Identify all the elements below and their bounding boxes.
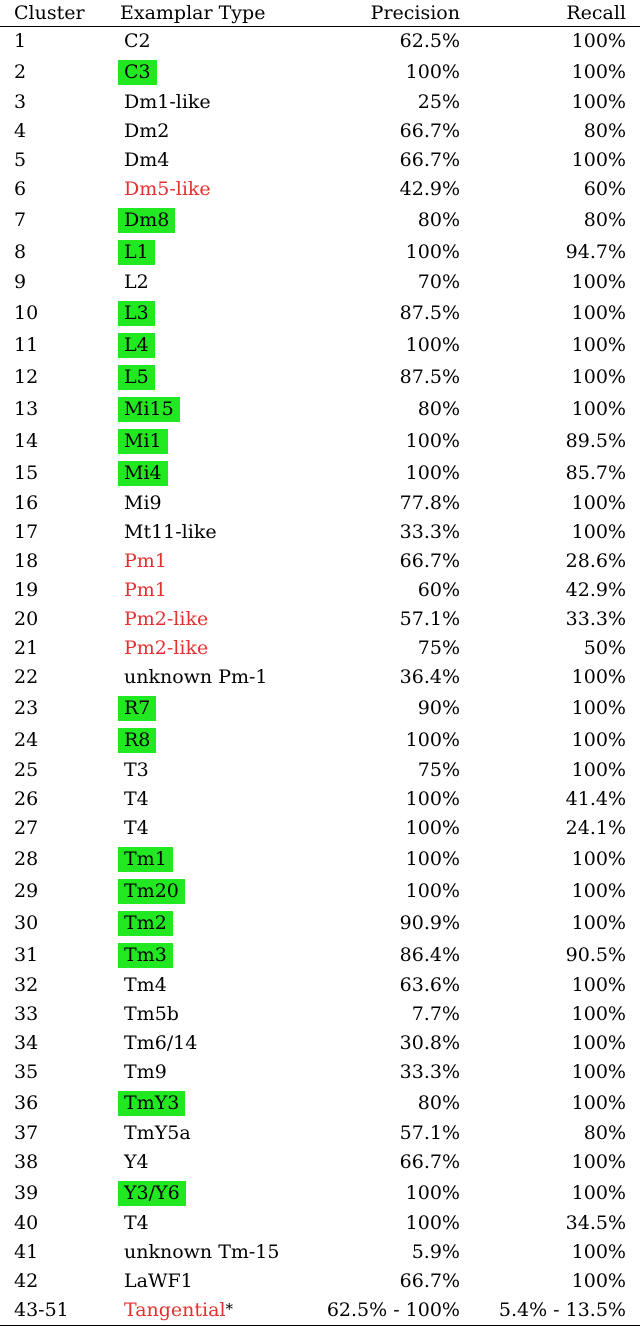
table-row — [0, 756, 640, 785]
precision-value: 77.8% — [399, 492, 460, 514]
precision-value: 100% — [405, 788, 460, 810]
examplar-type-cell — [120, 971, 173, 1000]
examplar-type-cell — [120, 268, 155, 297]
recall-value: 100% — [571, 333, 626, 356]
table-row — [0, 236, 640, 268]
examplar-type-cell — [120, 907, 173, 939]
highlighted-type: L4 — [118, 333, 155, 358]
highlighted-type: Mi4 — [118, 461, 168, 486]
table-row — [0, 547, 640, 576]
examplar-type-cell — [120, 547, 173, 576]
recall-value: 100% — [571, 666, 626, 688]
table-row — [0, 1177, 640, 1209]
precision-value: 100% — [405, 1181, 460, 1204]
examplar-type-cell — [120, 724, 156, 756]
highlighted-type: Y3/Y6 — [118, 1181, 186, 1206]
precision-value: 36.4% — [399, 666, 460, 688]
precision-value: 75% — [417, 637, 460, 659]
recall-value: 89.5% — [565, 429, 626, 452]
precision-value: 63.6% — [399, 974, 460, 996]
examplar-type-cell — [120, 518, 223, 547]
precision-value: 66.7% — [399, 1270, 460, 1292]
type-label: Mi9 — [124, 492, 162, 514]
type-label: Dm1-like — [124, 91, 211, 113]
highlighted-type: R8 — [118, 728, 156, 753]
recall-value: 34.5% — [565, 1212, 626, 1234]
cluster-id: 20 — [14, 608, 39, 630]
recall-value: 94.7% — [565, 240, 626, 263]
table-row — [0, 393, 640, 425]
precision-value: 100% — [405, 240, 460, 263]
cluster-id: 7 — [14, 208, 27, 231]
precision-value: 90% — [417, 696, 460, 719]
recall-value: 90.5% — [565, 943, 626, 966]
cluster-id: 38 — [14, 1151, 39, 1173]
type-label: Mt11-like — [124, 521, 217, 543]
red-type: Pm2-like — [124, 608, 209, 630]
table-row — [0, 146, 640, 175]
examplar-type-cell — [120, 756, 155, 785]
recall-value: 100% — [571, 149, 626, 171]
examplar-type-cell — [120, 146, 175, 175]
cluster-id: 37 — [14, 1122, 39, 1144]
recall-value: 100% — [571, 1151, 626, 1173]
recall-value: 100% — [571, 91, 626, 113]
precision-value: 66.7% — [399, 149, 460, 171]
red-type: Pm2-like — [124, 637, 209, 659]
header-recall: Recall — [566, 1, 626, 24]
table-row — [0, 117, 640, 146]
examplar-type-cell — [120, 489, 168, 518]
table-row — [0, 329, 640, 361]
precision-value: 100% — [405, 847, 460, 870]
table-row — [0, 634, 640, 663]
table-body — [0, 27, 640, 1326]
recall-value: 100% — [571, 301, 626, 324]
red-type: Pm1 — [124, 550, 167, 572]
cluster-id: 11 — [14, 333, 39, 356]
type-label: T4 — [124, 788, 149, 810]
type-label: LaWF1 — [124, 1270, 193, 1292]
table-row — [0, 939, 640, 971]
table-row — [0, 56, 640, 88]
cluster-id: 36 — [14, 1091, 39, 1114]
highlighted-type: C3 — [118, 60, 157, 85]
cluster-id: 16 — [14, 492, 39, 514]
precision-value: 66.7% — [399, 120, 460, 142]
recall-value: 85.7% — [565, 461, 626, 484]
examplar-type-cell — [120, 1267, 199, 1296]
examplar-type-cell — [120, 1177, 186, 1209]
precision-value: 60% — [417, 579, 460, 601]
precision-value: 5.9% — [411, 1241, 460, 1263]
table-row — [0, 268, 640, 297]
precision-value: 75% — [417, 759, 460, 781]
examplar-type-cell — [120, 605, 214, 634]
type-label: unknown Pm-1 — [124, 666, 268, 688]
examplar-type-cell — [120, 1209, 155, 1238]
recall-value: 100% — [571, 365, 626, 388]
precision-value: 87.5% — [399, 301, 460, 324]
recall-value: 100% — [571, 879, 626, 902]
cluster-id: 24 — [14, 728, 39, 751]
cluster-id: 2 — [14, 60, 27, 83]
cluster-id: 12 — [14, 365, 39, 388]
precision-value: 62.5% — [399, 30, 460, 52]
examplar-type-cell — [120, 692, 156, 724]
examplar-type-cell — [120, 1087, 185, 1119]
type-label: Dm4 — [124, 149, 170, 171]
precision-value: 33.3% — [399, 1061, 460, 1083]
precision-value: 86.4% — [399, 943, 460, 966]
cluster-id: 32 — [14, 974, 39, 996]
table-row — [0, 724, 640, 756]
table-row — [0, 1119, 640, 1148]
precision-value: 100% — [405, 429, 460, 452]
cluster-id: 15 — [14, 461, 39, 484]
recall-value: 100% — [571, 1061, 626, 1083]
table-row — [0, 489, 640, 518]
recall-value: 60% — [583, 178, 626, 200]
precision-value: 66.7% — [399, 550, 460, 572]
examplar-type-cell — [120, 297, 155, 329]
cluster-id: 21 — [14, 637, 39, 659]
cluster-id: 19 — [14, 579, 39, 601]
recall-value: 80% — [583, 208, 626, 231]
examplar-type-cell — [120, 1029, 203, 1058]
recall-value: 100% — [571, 30, 626, 52]
type-label: C2 — [124, 30, 151, 52]
recall-value: 24.1% — [565, 817, 626, 839]
table-row — [0, 361, 640, 393]
recall-value: 100% — [571, 1241, 626, 1263]
table-row — [0, 27, 640, 56]
cluster-id: 28 — [14, 847, 39, 870]
recall-value: 100% — [571, 759, 626, 781]
recall-value: 100% — [571, 1270, 626, 1292]
examplar-type-cell — [120, 576, 173, 605]
examplar-type-cell — [120, 27, 157, 56]
precision-value: 57.1% — [399, 608, 460, 630]
highlighted-type: Tm1 — [118, 847, 173, 872]
cluster-id: 30 — [14, 911, 39, 934]
examplar-type-cell — [120, 175, 217, 204]
type-label: unknown Tm-15 — [124, 1241, 280, 1263]
examplar-type-cell — [120, 457, 168, 489]
recall-value: 100% — [571, 492, 626, 514]
examplar-type-cell — [120, 88, 217, 117]
table-row — [0, 971, 640, 1000]
examplar-type-cell — [120, 785, 155, 814]
cluster-id: 6 — [14, 178, 27, 200]
examplar-type-cell — [120, 939, 173, 971]
table-row — [0, 692, 640, 724]
cluster-id: 10 — [14, 301, 39, 324]
precision-value: 62.5% - 100% — [326, 1299, 460, 1321]
recall-value: 41.4% — [565, 788, 626, 810]
table-row — [0, 518, 640, 547]
table-row — [0, 204, 640, 236]
red-type: Tangential — [124, 1299, 226, 1321]
table-row — [0, 663, 640, 692]
cluster-id: 22 — [14, 666, 39, 688]
cluster-id: 4 — [14, 120, 27, 142]
highlighted-type: Tm3 — [118, 943, 173, 968]
examplar-type-cell — [120, 236, 155, 268]
type-label: Tm9 — [124, 1061, 167, 1083]
highlighted-type: Mi1 — [118, 429, 168, 454]
examplar-type-cell — [120, 393, 180, 425]
table-header — [0, 0, 640, 27]
recall-value: 33.3% — [565, 608, 626, 630]
cluster-id: 23 — [14, 696, 39, 719]
cluster-id: 39 — [14, 1181, 39, 1204]
table-row — [0, 875, 640, 907]
highlighted-type: L3 — [118, 301, 155, 326]
cluster-id: 42 — [14, 1270, 39, 1292]
recall-value: 100% — [571, 397, 626, 420]
cluster-id: 31 — [14, 943, 39, 966]
type-label: T4 — [124, 1212, 149, 1234]
table-row — [0, 843, 640, 875]
recall-value: 5.4% - 13.5% — [498, 1299, 626, 1321]
recall-value: 42.9% — [565, 579, 626, 601]
precision-value: 100% — [405, 879, 460, 902]
highlighted-type: Dm8 — [118, 208, 175, 233]
cluster-id: 14 — [14, 429, 39, 452]
table-row — [0, 175, 640, 204]
precision-value: 100% — [405, 817, 460, 839]
table-row — [0, 576, 640, 605]
table-row — [0, 785, 640, 814]
table-row — [0, 425, 640, 457]
cluster-id: 40 — [14, 1212, 39, 1234]
examplar-type-cell — [120, 1000, 185, 1029]
recall-value: 100% — [571, 728, 626, 751]
precision-value: 66.7% — [399, 1151, 460, 1173]
table-row — [0, 605, 640, 634]
precision-value: 42.9% — [399, 178, 460, 200]
precision-value: 100% — [405, 461, 460, 484]
cluster-id: 34 — [14, 1032, 39, 1054]
cluster-id: 41 — [14, 1241, 39, 1263]
examplar-type-cell — [120, 425, 168, 457]
type-label: L2 — [124, 271, 149, 293]
cluster-id: 9 — [14, 271, 27, 293]
table-row — [0, 907, 640, 939]
examplar-type-cell — [120, 1148, 155, 1177]
header-cluster: Cluster — [14, 1, 85, 24]
recall-value: 100% — [571, 696, 626, 719]
cluster-id: 35 — [14, 1061, 39, 1083]
examplar-type-cell — [120, 1238, 286, 1267]
table-row — [0, 88, 640, 117]
cluster-id: 8 — [14, 240, 27, 263]
cluster-id: 5 — [14, 149, 27, 171]
examplar-type-cell — [120, 634, 214, 663]
recall-value: 100% — [571, 521, 626, 543]
cluster-id: 1 — [14, 30, 27, 52]
table-row — [0, 1209, 640, 1238]
recall-value: 80% — [583, 1122, 626, 1144]
table-row — [0, 1238, 640, 1267]
footnote-marker: * — [225, 1300, 234, 1318]
examplar-type-cell — [120, 663, 274, 692]
precision-value: 80% — [417, 397, 460, 420]
recall-value: 100% — [571, 1032, 626, 1054]
precision-value: 30.8% — [399, 1032, 460, 1054]
type-label: Tm5b — [124, 1003, 179, 1025]
precision-value: 100% — [405, 333, 460, 356]
cluster-id: 29 — [14, 879, 39, 902]
type-label: Y4 — [124, 1151, 149, 1173]
examplar-type-cell — [120, 1119, 197, 1148]
precision-value: 70% — [417, 271, 460, 293]
highlighted-type: Mi15 — [118, 397, 180, 422]
table-row — [0, 457, 640, 489]
highlighted-type: TmY3 — [118, 1091, 185, 1116]
type-label: Dm2 — [124, 120, 170, 142]
examplar-type-cell — [120, 117, 175, 146]
type-label: T3 — [124, 759, 149, 781]
highlighted-type: L5 — [118, 365, 155, 390]
cluster-id: 18 — [14, 550, 39, 572]
examplar-type-cell — [120, 56, 157, 88]
precision-value: 100% — [405, 1212, 460, 1234]
recall-value: 100% — [571, 1181, 626, 1204]
table-row — [0, 1267, 640, 1296]
highlighted-type: Tm2 — [118, 911, 173, 936]
red-type: Dm5-like — [124, 178, 211, 200]
recall-value: 100% — [571, 60, 626, 83]
table-row — [0, 1296, 640, 1326]
type-label: TmY5a — [124, 1122, 191, 1144]
recall-value: 28.6% — [565, 550, 626, 572]
examplar-type-cell — [120, 361, 155, 393]
table-row — [0, 1029, 640, 1058]
recall-value: 100% — [571, 974, 626, 996]
cluster-id: 25 — [14, 759, 39, 781]
precision-value: 100% — [405, 60, 460, 83]
highlighted-type: Tm20 — [118, 879, 185, 904]
precision-value: 25% — [417, 91, 460, 113]
table-row — [0, 814, 640, 843]
header-precision: Precision — [370, 1, 460, 24]
recall-value: 50% — [583, 637, 626, 659]
cluster-id: 43-51 — [14, 1299, 69, 1321]
recall-value: 100% — [571, 1003, 626, 1025]
precision-value: 80% — [417, 1091, 460, 1114]
examplar-type-cell — [120, 814, 155, 843]
precision-value: 7.7% — [411, 1003, 460, 1025]
examplar-type-cell — [120, 1058, 173, 1087]
table-row — [0, 1087, 640, 1119]
cluster-id: 33 — [14, 1003, 39, 1025]
precision-value: 87.5% — [399, 365, 460, 388]
precision-value: 57.1% — [399, 1122, 460, 1144]
highlighted-type: R7 — [118, 696, 156, 721]
cluster-id: 17 — [14, 521, 39, 543]
cluster-id: 13 — [14, 397, 39, 420]
red-type: Pm1 — [124, 579, 167, 601]
recall-value: 100% — [571, 1091, 626, 1114]
table-row — [0, 1058, 640, 1087]
type-label: Tm4 — [124, 974, 167, 996]
examplar-type-cell — [120, 329, 155, 361]
cluster-id: 27 — [14, 817, 39, 839]
recall-value: 100% — [571, 271, 626, 293]
recall-value: 80% — [583, 120, 626, 142]
examplar-type-cell — [120, 204, 175, 236]
examplar-type-cell — [120, 875, 185, 907]
table-row — [0, 1000, 640, 1029]
type-label: T4 — [124, 817, 149, 839]
precision-value: 90.9% — [399, 911, 460, 934]
precision-value: 33.3% — [399, 521, 460, 543]
precision-value: 80% — [417, 208, 460, 231]
highlighted-type: L1 — [118, 240, 155, 265]
cluster-id: 3 — [14, 91, 27, 113]
cluster-id: 26 — [14, 788, 39, 810]
recall-value: 100% — [571, 911, 626, 934]
examplar-type-cell — [120, 843, 173, 875]
table-row — [0, 297, 640, 329]
precision-value: 100% — [405, 728, 460, 751]
table-row — [0, 1148, 640, 1177]
recall-value: 100% — [571, 847, 626, 870]
header-examplar-type: Examplar Type — [120, 1, 266, 24]
type-label: Tm6/14 — [124, 1032, 198, 1054]
